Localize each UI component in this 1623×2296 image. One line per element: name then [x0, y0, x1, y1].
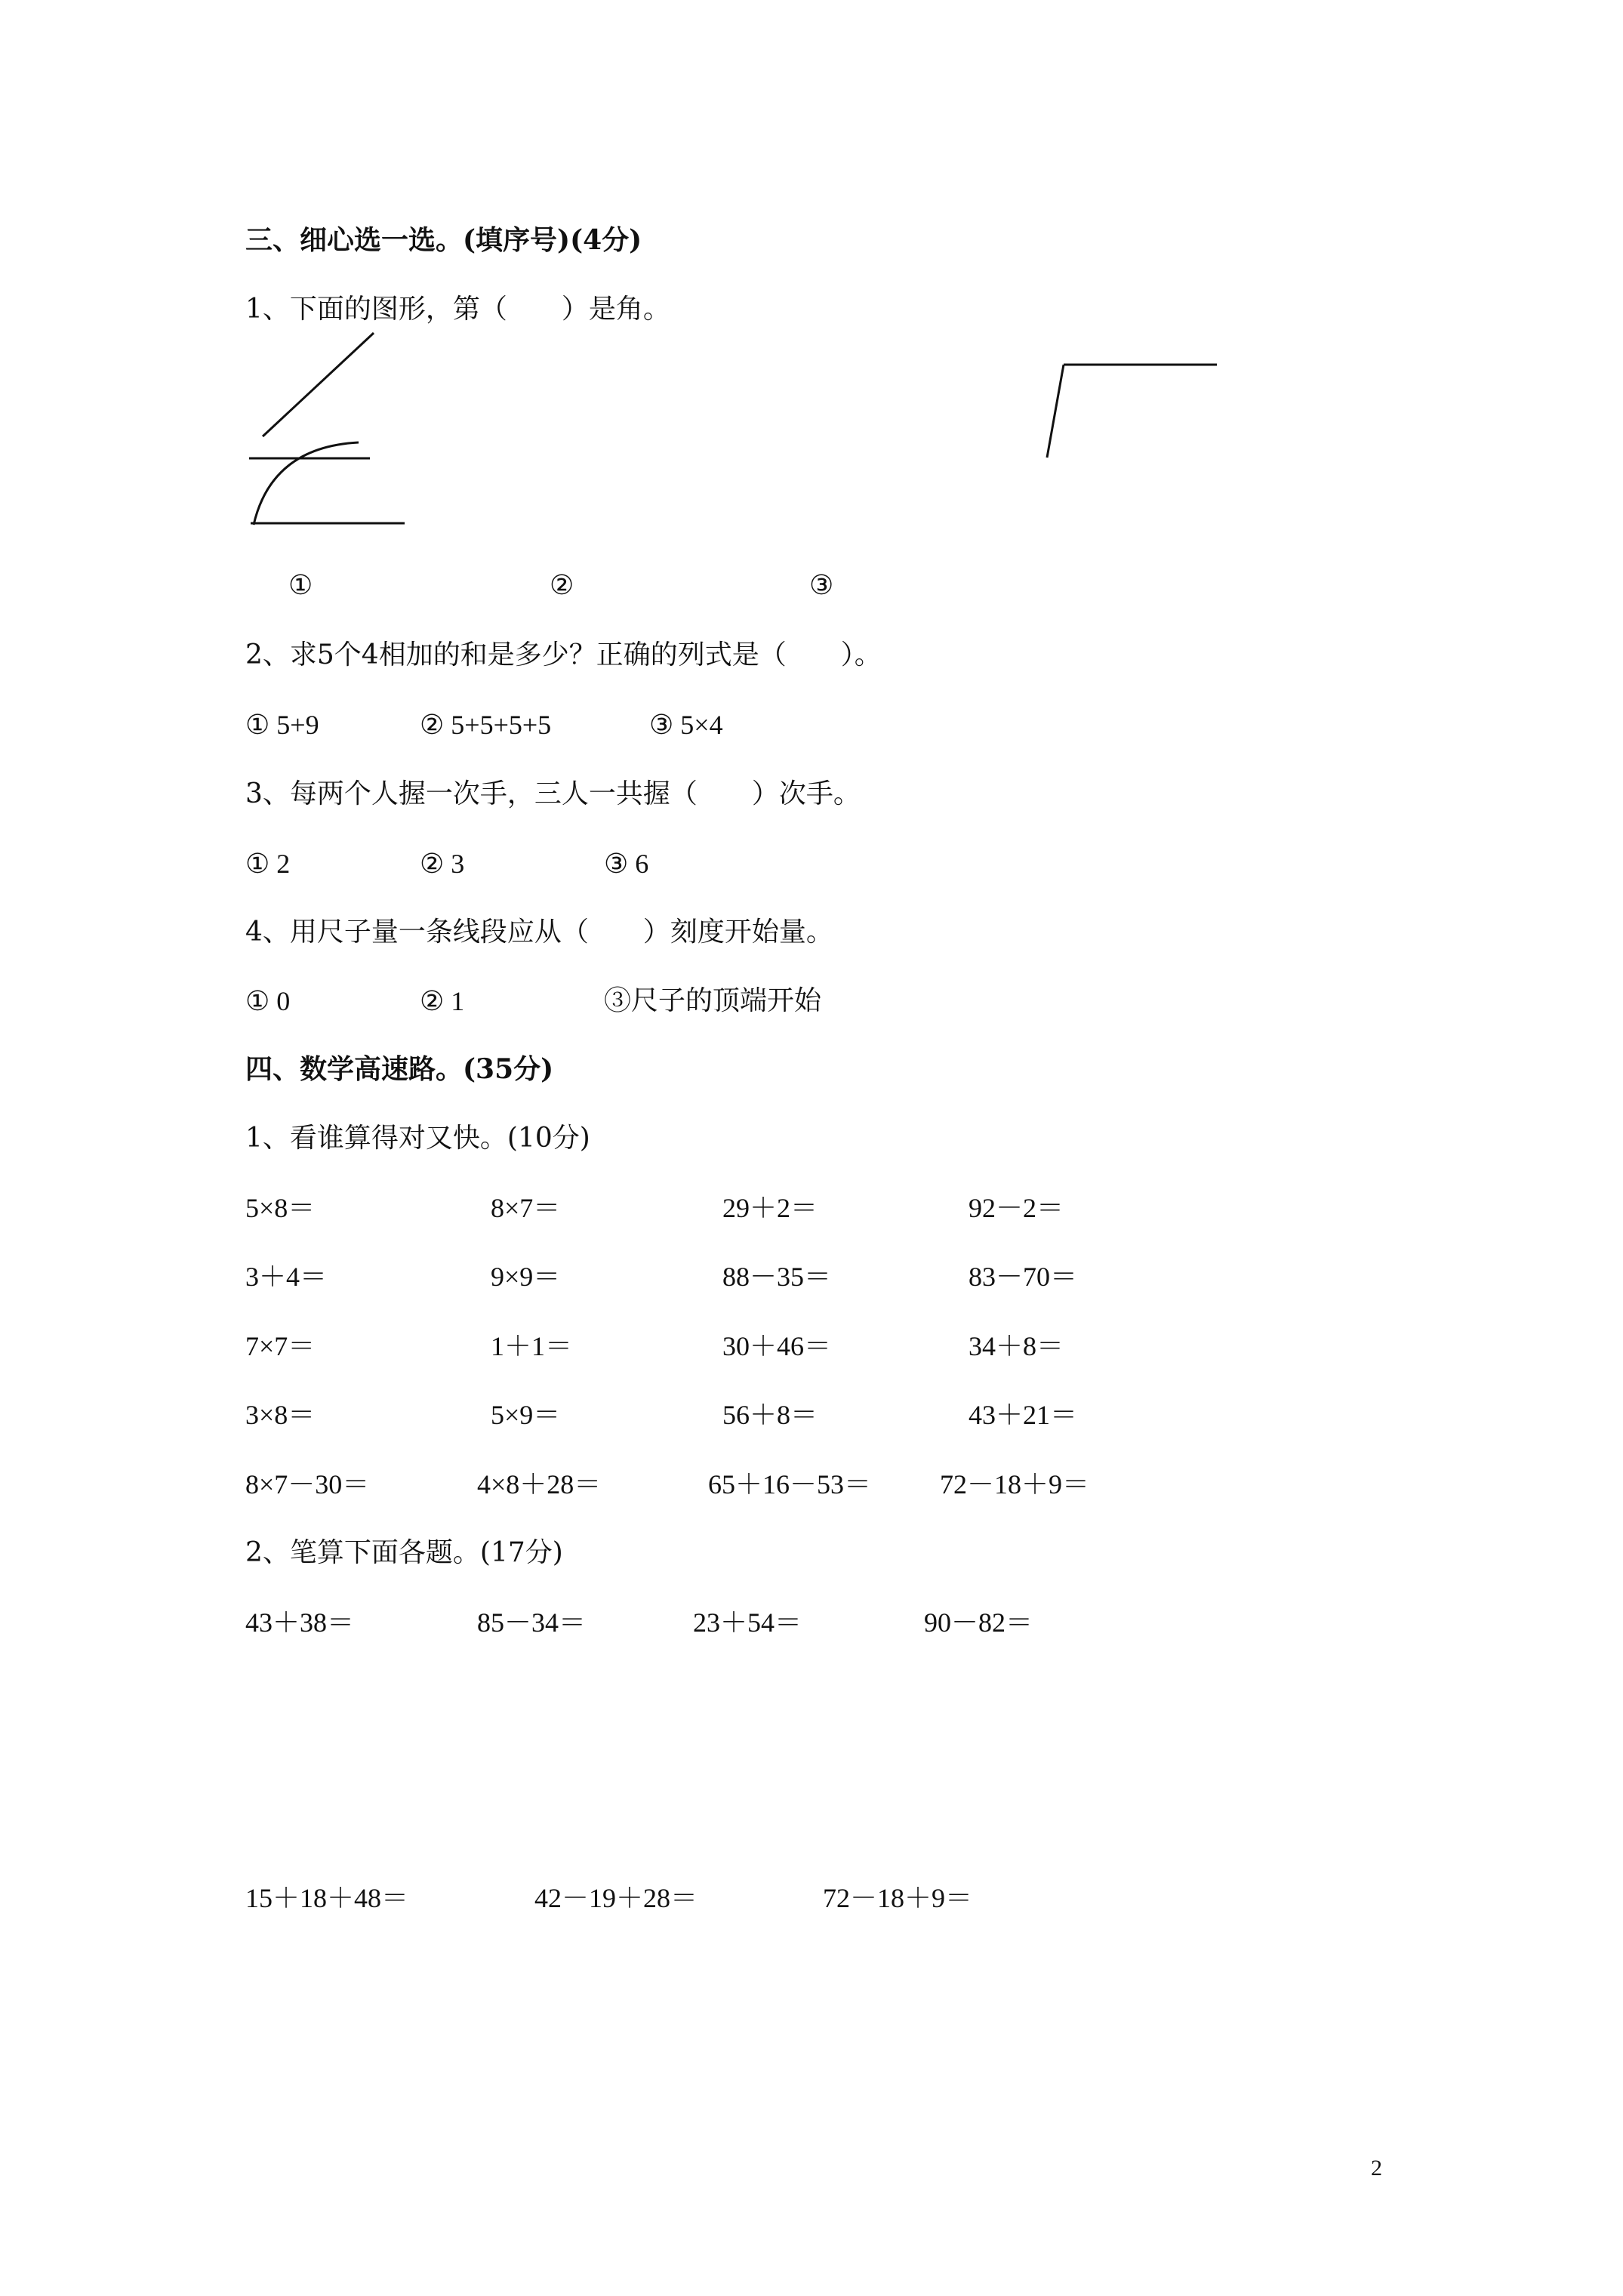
calc-r2-c1: 3＋4＝ [245, 1262, 328, 1292]
calc-r3-c1: 7×7＝ [245, 1331, 316, 1361]
calc-r1-c3: 29＋2＝ [722, 1193, 818, 1223]
calc-r5-c3: 65＋16－53＝ [708, 1469, 872, 1499]
q2-option-2: ② 5+5+5+5 [420, 710, 552, 740]
q4-text: 4、用尺子量一条线段应从（ ）刻度开始量。 [245, 917, 833, 948]
q1-option-1: ① [288, 570, 313, 601]
calc-r4-c2: 5×9＝ [491, 1400, 561, 1430]
vertical-calc-4: 90－82＝ [924, 1607, 1033, 1638]
q2-text: 2、求5个4相加的和是多少？正确的列式是（ ）。 [245, 639, 882, 670]
q3-option-3: ③ 6 [604, 849, 649, 879]
calc-r4-c1: 3×8＝ [245, 1400, 316, 1430]
section3-heading: 三、细心选一选。(填序号)(4分) [245, 224, 642, 256]
calc-r2-c3: 88－35＝ [722, 1262, 832, 1292]
vertical-calc-2: 85－34＝ [477, 1607, 587, 1638]
part2-title: 2、笔算下面各题。(17分) [245, 1537, 563, 1568]
part1-title: 1、看谁算得对又快。(10分) [245, 1123, 590, 1154]
q3-option-2: ② 3 [420, 849, 465, 879]
calc-r5-c1: 8×7－30＝ [245, 1469, 370, 1499]
figure-3-angle [1047, 365, 1217, 458]
vertical-calc-7: 72－18＋9＝ [823, 1883, 973, 1913]
vertical-calc-3: 23＋54＝ [693, 1607, 802, 1638]
calc-r4-c3: 56＋8＝ [722, 1400, 818, 1430]
vertical-calc-5: 15＋18＋48＝ [245, 1883, 409, 1913]
vertical-calc-6: 42－19＋28＝ [534, 1883, 698, 1913]
calc-r5-c4: 72－18＋9＝ [940, 1469, 1090, 1499]
calc-r3-c4: 34＋8＝ [969, 1331, 1064, 1361]
figure-1-lines [249, 333, 374, 458]
calc-r2-c4: 83－70＝ [969, 1262, 1078, 1292]
calc-r3-c3: 30＋46＝ [722, 1331, 832, 1361]
q1-text: 1、下面的图形，第（ ）是角。 [245, 294, 670, 325]
page-number: 2 [1371, 2156, 1382, 2180]
q4-option-3: ③尺子的顶端开始 [604, 985, 822, 1016]
calc-r2-c2: 9×9＝ [491, 1262, 561, 1292]
calc-r4-c4: 43＋21＝ [969, 1400, 1078, 1430]
q4-option-2: ② 1 [420, 986, 465, 1016]
q4-option-1: ① 0 [245, 986, 291, 1016]
calc-r3-c2: 1＋1＝ [491, 1331, 573, 1361]
q1-option-2: ② [550, 570, 574, 601]
calc-r5-c2: 4×8＋28＝ [477, 1469, 602, 1499]
calc-r1-c2: 8×7＝ [491, 1193, 561, 1223]
angle-figures [0, 0, 1623, 574]
vertical-calc-1: 43＋38＝ [245, 1607, 355, 1638]
calc-r1-c1: 5×8＝ [245, 1193, 316, 1223]
q2-option-3: ③ 5×4 [649, 710, 723, 740]
q3-text: 3、每两个人握一次手，三人一共握（ ）次手。 [245, 778, 861, 809]
figure-2-curve-angle [251, 442, 405, 525]
q2-option-1: ① 5+9 [245, 710, 319, 740]
calc-r1-c4: 92－2＝ [969, 1193, 1064, 1223]
q1-option-3: ③ [809, 570, 834, 601]
section4-heading: 四、数学高速路。(35分) [245, 1053, 554, 1085]
q3-option-1: ① 2 [245, 849, 291, 879]
